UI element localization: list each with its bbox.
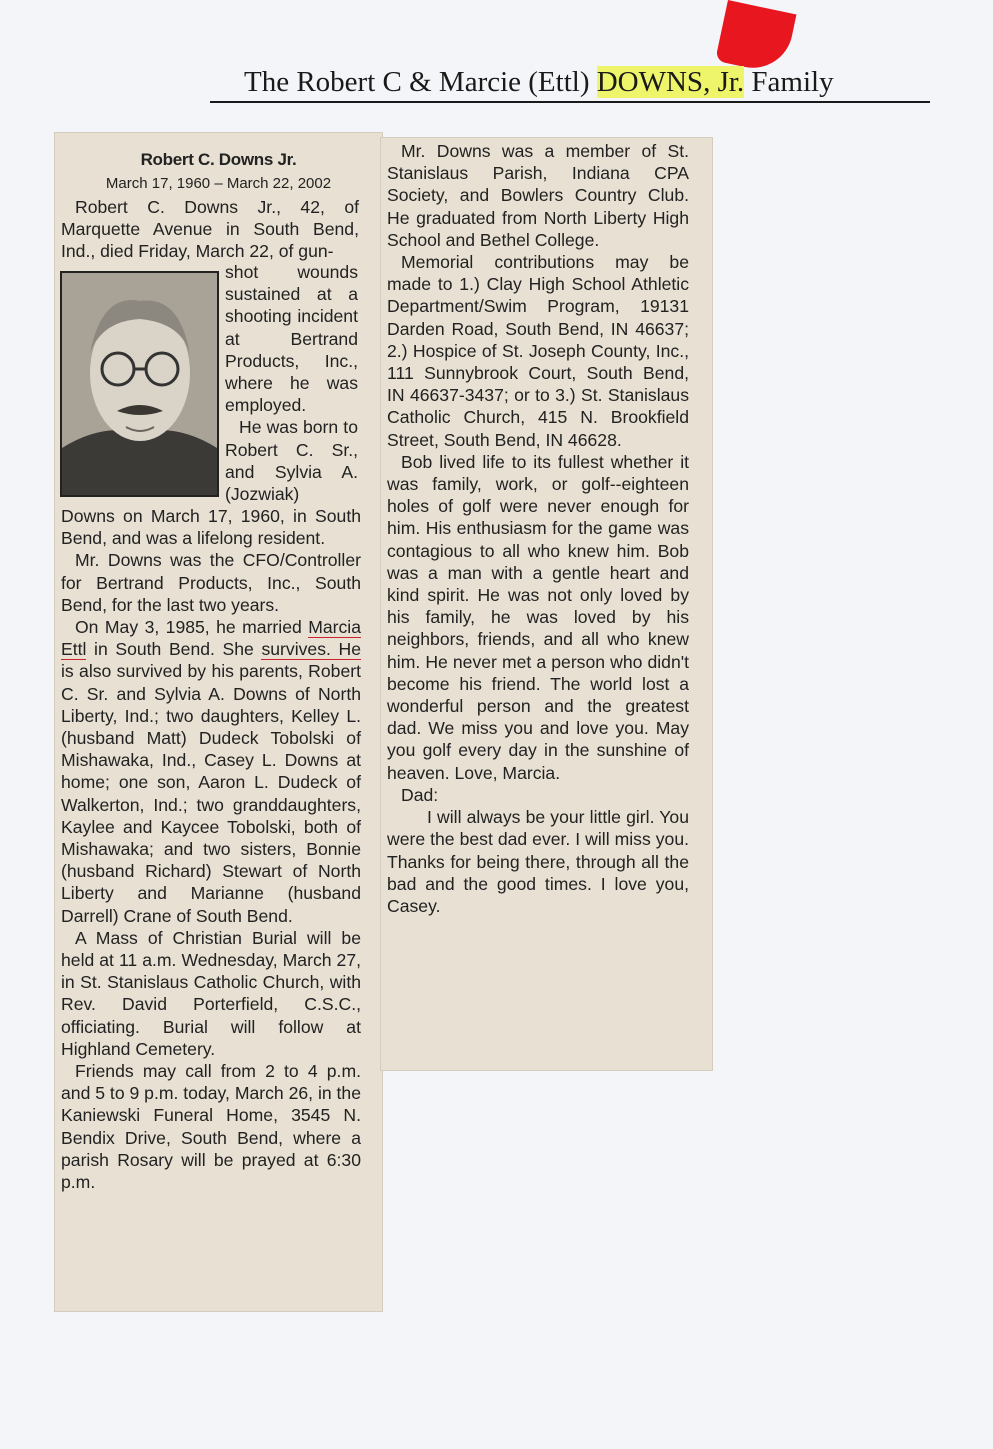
obituary-wrap-text <box>225 261 358 505</box>
obituary-name: Robert C. Downs Jr. <box>140 150 297 169</box>
married-paragraph <box>61 616 361 927</box>
born-wrap: He was born to Robert C. Sr., and Sylvia A. (Jozwiak) <box>225 417 358 505</box>
obituary-dates: March 17, 1960 – March 22, 2002 <box>105 175 332 193</box>
underlined-survives: survives. He <box>261 639 361 660</box>
dad-note: I will always be your little girl. You were the best dad ever. I will miss you. Thanks for being there, through all the bad and the good times. I love you, Casey. <box>387 807 689 916</box>
intro-wrap: shot wounds sustained at a shooting incident at Bertrand Products, Inc., where he was employed. <box>225 262 358 416</box>
dad-salutation: Dad: <box>401 784 439 805</box>
born-paragraph: Downs on March 17, 1960, in South Bend, and was a lifelong resident. <box>61 506 361 549</box>
obituary-clipping-left <box>55 133 382 1311</box>
underlined-spouse-name: Marcia Ettl <box>61 617 361 660</box>
portrait-photo <box>60 271 219 497</box>
intro-paragraph: Robert C. Downs Jr., 42, of Marquette Avenue in South Bend, Ind., died Friday, March 22, of gun- <box>61 197 359 262</box>
married-text-a: On May 3, 1985, he married <box>75 617 309 638</box>
married-text-b: in South Bend. She <box>86 639 262 660</box>
header-prefix: The Robert C & Marcie (Ettl) <box>244 66 597 98</box>
friends-paragraph: Friends may call from 2 to 4 p.m. and 5 to 9 p.m. today, March 26, in the Kaniewski Funeral Home, 3545 N. Bendix Drive, South Bend, where a parish Rosary will be prayed at 6:30 p.m. <box>61 1061 361 1193</box>
header-suffix: Family <box>744 66 834 98</box>
obituary-body-left <box>61 505 361 1193</box>
obituary-body-right <box>387 140 689 917</box>
header-highlight: DOWNS, Jr. <box>596 66 745 98</box>
obituary-intro <box>61 196 359 263</box>
memorial-paragraph: Memorial contributions may be made to 1.) Clay High School Athletic Department/Swim Program, 19131 Darden Road, South Bend, IN 46637; 2.) Hospice of St. Joseph County, Inc., 111 Sunnybrook Court, South Bend, IN 46637-3437; or to 3.) St. Stanislaus Catholic Church, 415 N. Brookfield Street, South Bend, IN 46628. <box>387 252 689 450</box>
page-header <box>210 66 930 103</box>
tribute-paragraph: Bob lived life to its fullest whether it was family, work, or golf--eighteen holes of golf were never enough for him. His enthusiasm for the game was contagious to all who knew him. Bob was a man with a gentle heart and kind spirit. He was not only loved by his family, he was loved by his neighbors, friends, and all who knew him. He never met a person who didn't become his friend. The world lost a wonderful person and the greatest dad. We miss you and love you. May you golf every day in the sunshine of heaven. Love, Marcia. <box>387 451 689 783</box>
member-paragraph: Mr. Downs was a member of St. Stanislaus Parish, Indiana CPA Society, and Bowlers Country Club. He graduated from North Liberty High School and Bethel College. <box>387 141 689 250</box>
obituary-clipping-right <box>381 138 712 1070</box>
career-paragraph: Mr. Downs was the CFO/Controller for Bertrand Products, Inc., South Bend, for the last two years. <box>61 550 361 615</box>
mass-paragraph: A Mass of Christian Burial will be held at 11 a.m. Wednesday, March 27, in St. Stanislaus Catholic Church, with Rev. David Porterfield, C.S.C., officiating. Burial will follow at Highland Cemetery. <box>61 927 361 1059</box>
portrait-image <box>62 273 217 495</box>
survivors-text: is also survived by his parents, Robert C. Sr. and Sylvia A. Downs of North Liberty, Ind.; two daughters, Kelley L. (husband Matt) Dudeck Tobolski of Mishawaka, Ind., Casey L. Downs at home; one son, Aaron L. Dudeck of Walkerton, Ind.; two granddaughters, Kaylee and Kaycee Tobolski, both of Mishawaka; and two sisters, Bonnie (husband Richard) Stewart of North Liberty and Marianne (husband Darrell) Crane of South Bend. <box>61 661 361 926</box>
red-page-tab <box>715 0 796 75</box>
